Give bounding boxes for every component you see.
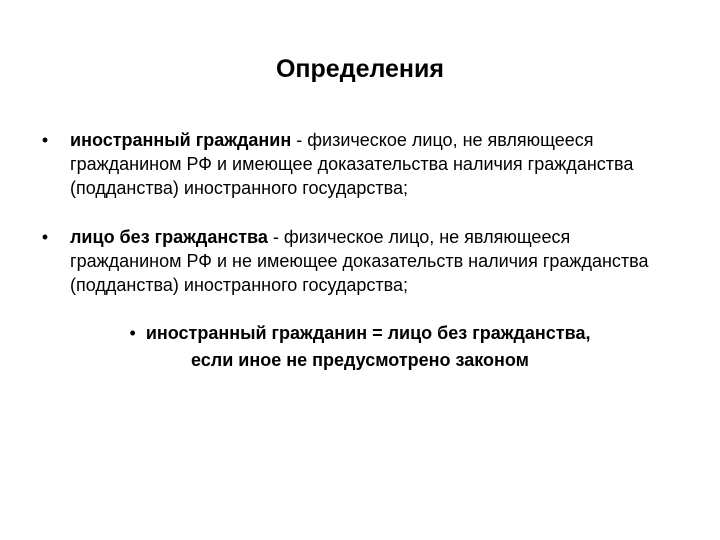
definition-text: физическое лицо, не являющееся гражданином РФ и имеющее доказательства наличия гражданства (подданства) иностранного государства; (70, 130, 634, 198)
bullet-icon: • (41, 130, 49, 150)
term-separator: - (267, 227, 284, 247)
bullet-icon: • (41, 227, 49, 247)
slide-title: Определения (275, 55, 444, 83)
list-item (38, 225, 678, 297)
equivalence-note (0, 320, 720, 374)
note-line-1-text: иностранный гражданин = лицо без гражданства, (145, 323, 591, 343)
note-line-1 (0, 320, 720, 347)
term-foreign-citizen: иностранный гражданин (70, 130, 292, 150)
note-line-2: если иное не предусмотрено законом (191, 350, 529, 370)
definitions-list (38, 128, 678, 322)
definition-text: физическое лицо, не являющееся гражданином РФ и не имеющее доказательств наличия гражданства (подданства) иностранного государства; (70, 227, 649, 295)
term-stateless-person: лицо без гражданства (70, 227, 268, 247)
list-item (38, 128, 678, 200)
term-separator: - (291, 130, 308, 150)
bullet-icon: • (129, 323, 136, 343)
